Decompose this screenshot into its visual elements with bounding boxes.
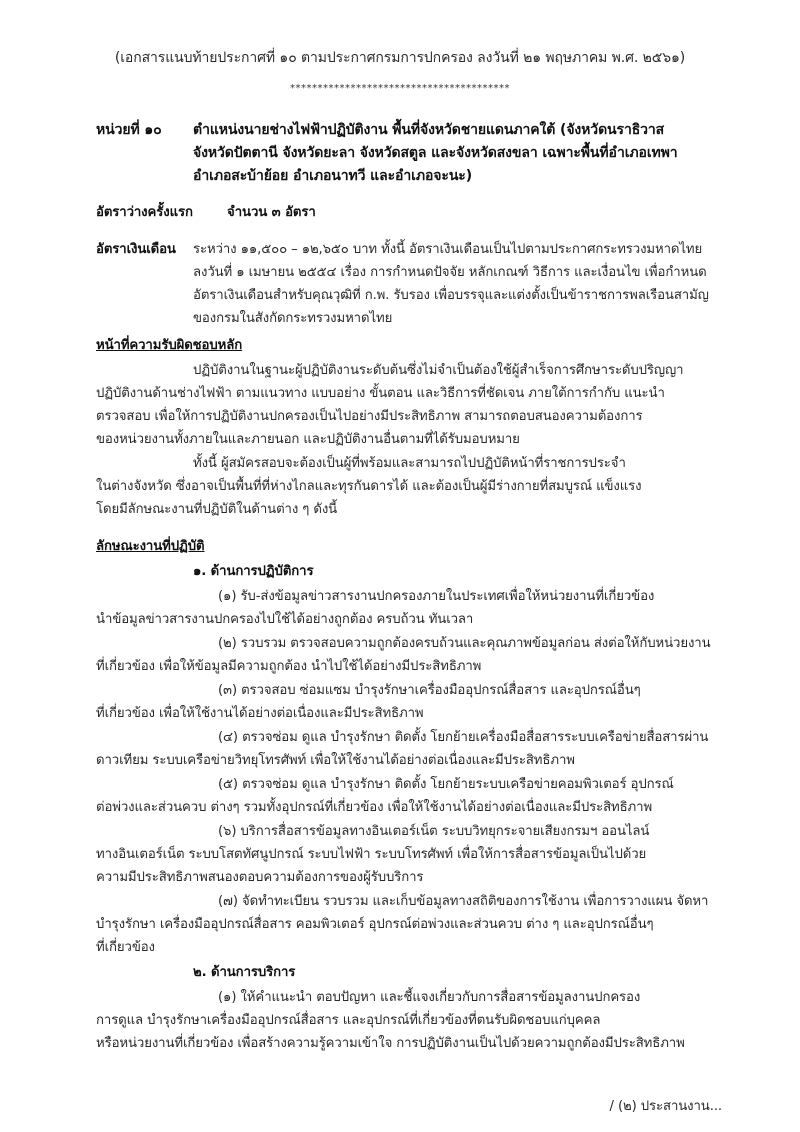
salary-line-2: ลงวันที่ ๑ เมษายน ๒๕๕๔ เรื่อง การกำหนดปัจจัย หลักเกณฑ์ วิธีการ และเงื่อนไข เพื่อกำหนด xyxy=(193,265,707,280)
s2-item1-line-3: หรือหน่วยงานที่เกี่ยวข้อง เพื่อสร้างความรู้ความเข้าใจ การปฏิบัติงานเป็นไปด้วยความถูกต้องมีประสิทธิภาพ xyxy=(96,1036,685,1051)
s1-item4-line-2: ดาวเทียม ระบบเครือข่ายวิทยุโทรศัพท์ เพื่อให้ใช้งานได้อย่างต่อเนื่องและมีประสิทธิภาพ xyxy=(96,753,575,768)
unit-title-line-1: ตำแหน่งนายช่างไฟฟ้าปฏิบัติงาน พื้นที่จังหวัดชายแดนภาคใต้ (จังหวัดนราธิวาส xyxy=(193,122,665,138)
s1-item3-line-1: (๓) ตรวจสอบ ซ่อมแซม บำรุงรักษาเครื่องมืออุปกรณ์สื่อสาร และอุปกรณ์อื่นๆ xyxy=(218,683,641,698)
s2-item1-line-2: การดูแล บำรุงรักษาเครื่องมืออุปกรณ์สื่อสาร และอุปกรณ์ที่เกี่ยวข้องที่ตนรับผิดชอบแก่บุคคล xyxy=(96,1013,601,1028)
salary-line-3: อัตราเงินเดือนสำหรับคุณวุฒิที่ ก.พ. รับรอง เพื่อบรรจุและแต่งตั้งเป็นข้าราชการพลเรือนสามัญ xyxy=(193,288,709,303)
s1-item6-line-1: (๖) บริการสื่อสารข้อมูลทางอินเตอร์เน็ต ระบบวิทยุกระจายเสียงกรมฯ ออนไลน์ xyxy=(218,824,650,839)
s1-item2-line-1: (๒) รวบรวม ตรวจสอบความถูกต้องครบถ้วนและคุณภาพข้อมูลก่อน ส่งต่อให้กับหน่วยงาน xyxy=(218,636,711,651)
s1-item5-line-1: (๕) ตรวจซ่อม ดูแล บำรุงรักษา ติดตั้ง โยกย้ายระบบเครือข่ายคอมพิวเตอร์ อุปกรณ์ xyxy=(218,777,674,792)
continuation-note: / (๒) ประสานงาน... xyxy=(609,1099,722,1114)
section1-title: ๑. ด้านการปฏิบัติการ xyxy=(193,564,314,579)
separator-line: **************************************** xyxy=(290,83,510,94)
s1-item7-line-2: บำรุงรักษา เครื่องมืออุปกรณ์สื่อสาร คอมพิวเตอร์ อุปกรณ์ต่อพ่วงและส่วนควบ ต่าง ๆ และอุปกรณ์อื่นๆ xyxy=(96,917,654,932)
duties-para1-line-3: ตรวจสอบ เพื่อให้การปฏิบัติงานปกครองเป็นไปอย่างมีประสิทธิภาพ สามารถตอบสนองความต้องการ xyxy=(96,409,643,424)
duties-para1-line-2: ปฏิบัติงานด้านช่างไฟฟ้า ตามแนวทาง แบบอย่าง ขั้นตอน และวิธีการที่ชัดเจน ภายใต้การกำกับ แนะนำ xyxy=(96,386,665,401)
s1-item3-line-2: ที่เกี่ยวข้อง เพื่อให้ใช้งานได้อย่างต่อเนื่องและมีประสิทธิภาพ xyxy=(96,706,424,721)
salary-line-1: ระหว่าง ๑๑,๕๐๐ – ๑๒,๖๕๐ บาท ทั้งนี้ อัตราเงินเดือนเป็นไปตามประกาศกระทรวงมหาดไทย xyxy=(193,242,703,257)
duties-para2-line-3: โดยมีลักษณะงานที่ปฏิบัติในด้านต่าง ๆ ดังนี้ xyxy=(96,502,338,517)
duties-para2-line-2: ในต่างจังหวัด ซึ่งอาจเป็นพื้นที่ที่ห่างไกลและทุรกันดารได้ และต้องเป็นผู้มีร่างกายที่สมบูรณ์ แข็งแรง xyxy=(96,479,642,494)
s1-item7-line-3: ที่เกี่ยวข้อง xyxy=(96,940,155,955)
unit-label: หน่วยที่ ๑๐ xyxy=(96,122,162,138)
unit-title-line-3: อำเภอสะบ้าย้อย อำเภอนาทวี และอำเภอจะนะ) xyxy=(193,168,473,184)
s1-item2-line-2: ที่เกี่ยวข้อง เพื่อให้ข้อมูลมีความถูกต้อง นำไปใช้ได้อย่างมีประสิทธิภาพ xyxy=(96,659,482,674)
work-heading: ลักษณะงานที่ปฏิบัติ xyxy=(96,539,205,554)
s1-item6-line-3: ความมีประสิทธิภาพสนองตอบความต้องการของผู้รับบริการ xyxy=(96,870,424,885)
s1-item1-line-2: นำข้อมูลข่าวสารงานปกครองไปใช้ได้อย่างถูกต้อง ครบถ้วน ทันเวลา xyxy=(96,612,474,627)
unit-title-line-2: จังหวัดปัตตานี จังหวัดยะลา จังหวัดสตูล และจังหวัดสงขลา เฉพาะพื้นที่อำเภอเทพา xyxy=(193,145,678,161)
s1-item1-line-1: (๑) รับ-ส่งข้อมูลข่าวสารงานปกครองภายในประเทศเพื่อให้หน่วยงานที่เกี่ยวข้อง xyxy=(218,589,655,604)
duties-para2-line-1: ทั้งนี้ ผู้สมัครสอบจะต้องเป็นผู้ที่พร้อมและสามารถไปปฏิบัติหน้าที่ราชการประจำ xyxy=(193,456,626,471)
section2-title: ๒. ด้านการบริการ xyxy=(193,965,296,980)
duties-para1-line-1: ปฏิบัติงานในฐานะผู้ปฏิบัติงานระดับต้นซึ่งไม่จำเป็นต้องใช้ผู้สำเร็จการศึกษาระดับปริญญา xyxy=(193,363,684,378)
s2-item1-line-1: (๑) ให้คำแนะนำ ตอบปัญหา และชี้แจงเกี่ยวกับการสื่อสารข้อมูลงานปกครอง xyxy=(218,990,641,1005)
s1-item7-line-1: (๗) จัดทำทะเบียน รวบรวม และเก็บข้อมูลทางสถิติของการใช้งาน เพื่อการวางแผน จัดหา xyxy=(218,894,709,909)
s1-item6-line-2: ทางอินเตอร์เน็ต ระบบโสตทัศนูปกรณ์ ระบบไฟฟ้า ระบบโทรศัพท์ เพื่อให้การสื่อสารข้อมูลเป็นไปด้วย xyxy=(96,847,647,862)
s1-item4-line-1: (๔) ตรวจซ่อม ดูแล บำรุงรักษา ติดตั้ง โยกย้ายเครื่องมือสื่อสารระบบเครือข่ายสื่อสารผ่าน xyxy=(218,730,709,745)
duties-para1-line-4: ของหน่วยงานทั้งภายในและภายนอก และปฏิบัติงานอื่นตามที่ได้รับมอบหมาย xyxy=(96,432,520,447)
vacancy-value: จำนวน ๓ อัตรา xyxy=(227,205,316,220)
s1-item5-line-2: ต่อพ่วงและส่วนควบ ต่างๆ รวมทั้งอุปกรณ์ที่เกี่ยวข้อง เพื่อให้ใช้งานได้อย่างต่อเนื่องและมีประสิทธิภาพ xyxy=(96,800,653,815)
salary-line-4: ของกรมในสังกัดกระทรวงมหาดไทย xyxy=(193,311,393,326)
salary-label: อัตราเงินเดือน xyxy=(96,242,176,257)
document-caption: (เอกสารแนบท้ายประกาศที่ ๑๐ ตามประกาศกรมการปกครอง ลงวันที่ ๒๑ พฤษภาคม พ.ศ. ๒๕๖๑) xyxy=(114,50,686,66)
vacancy-label: อัตราว่างครั้งแรก xyxy=(96,205,193,220)
duties-heading: หน้าที่ความรับผิดชอบหลัก xyxy=(96,338,243,353)
